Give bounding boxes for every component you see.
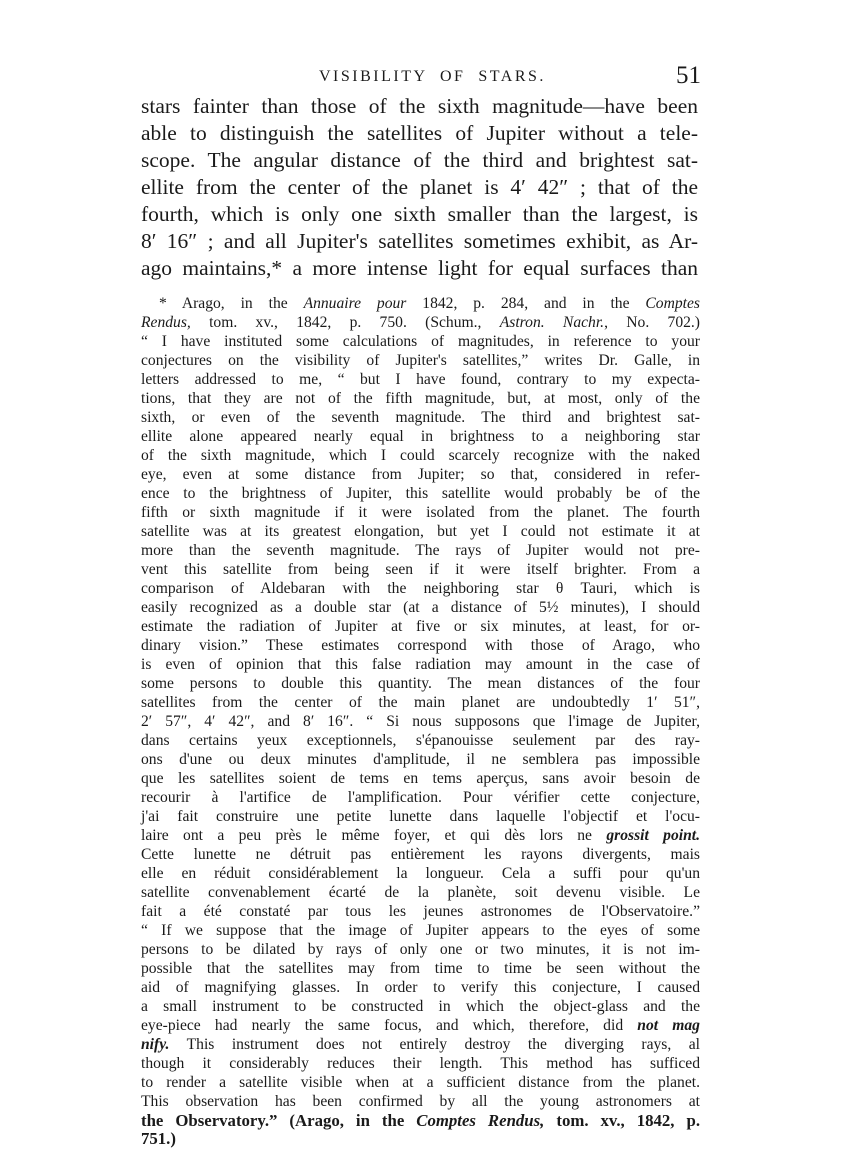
body-line: stars fainter than those of the sixth magnitude—have been	[141, 94, 698, 118]
footnote-line: satellites from the center of the main planet are undoubtedly 1′ 51″,	[141, 694, 700, 711]
footnote-line: 751.)	[141, 1129, 176, 1148]
footnote-line: vent this satellite from being seen if it were itself brighter. From a	[141, 561, 700, 578]
footnote-line: dinary vision.” These estimates correspond with those of Arago, who	[141, 637, 700, 654]
footnote-line: comparison of Aldebaran with the neighboring star θ Tauri, which is	[141, 580, 700, 597]
page-number: 51	[676, 62, 701, 89]
footnote-line: This observation has been confirmed by all the young astronomers at	[141, 1093, 700, 1110]
footnote-line: letters addressed to me, “ but I have found, contrary to my expecta-	[141, 371, 700, 388]
footnote-line: persons to be dilated by rays of only one or two minutes, it is not im-	[141, 941, 700, 958]
footnote-line: fait a été constaté par tous les jeunes astronomes de l'Observatoire.”	[141, 903, 700, 920]
body-line: able to distinguish the satellites of Jupiter without a tele-	[141, 121, 698, 145]
body-line: 8′ 16″ ; and all Jupiter's satellites sometimes exhibit, as Ar-	[141, 229, 698, 253]
footnote-line: ence to the brightness of Jupiter, this satellite would probably be of the	[141, 485, 700, 502]
footnote-line: que les satellites soient de tems en tems aperçus, sans avoir besoin de	[141, 770, 700, 787]
footnote-line: conjectures on the visibility of Jupiter's satellites,” writes Dr. Galle, in	[141, 352, 700, 369]
footnote-line: “ I have instituted some calculations of magnitudes, in reference to your	[141, 333, 700, 350]
footnote-line: though it considerably reduces their length. This method has sufficed	[141, 1055, 700, 1072]
footnote-line: satellite convenablement écarté de la planète, soit devenu visible. Le	[141, 884, 700, 901]
footnote-line: the Observatory.” (Arago, in the Comptes Rendus, tom. xv., 1842, p.	[141, 1111, 701, 1130]
footnote-line: Cette lunette ne détruit pas entièrement les rayons divergents, mais	[141, 846, 700, 863]
footnote-line: eye, even at some distance from Jupiter; so that, considered in refer-	[141, 466, 700, 483]
footnote-line: recourir à l'artifice de l'amplification. Pour vérifier cette conjecture,	[141, 789, 700, 806]
body-line: ago maintains,* a more intense light for equal surfaces than	[141, 256, 698, 280]
footnote-line: nify. This instrument does not entirely destroy the diverging rays, al	[141, 1036, 700, 1053]
body-line: fourth, which is only one sixth smaller than the largest, is	[141, 202, 698, 226]
footnote-line: of the sixth magnitude, which I could scarcely recognize with the naked	[141, 447, 700, 464]
footnote-line: dans certains yeux exceptionnels, s'épanouisse seulement par des ray-	[141, 732, 700, 749]
footnote-line: ellite alone appeared nearly equal in brightness to a neighboring star	[141, 428, 700, 445]
footnote-line: estimate the radiation of Jupiter at five or six minutes, at least, for or-	[141, 618, 700, 635]
footnote-line: elle en réduit considérablement la longueur. Cela a suffi pour qu'un	[141, 865, 700, 882]
footnote-line: satellite was at its greatest elongation, but yet I could not estimate it at	[141, 523, 700, 540]
footnote-line: possible that the satellites may from time to time be seen without the	[141, 960, 700, 977]
footnote-line: to render a satellite visible when at a sufficient distance from the planet.	[141, 1074, 700, 1091]
footnote-line: a small instrument to be constructed in which the object-glass and the	[141, 998, 700, 1015]
footnote-line: more than the seventh magnitude. The rays of Jupiter would not pre-	[141, 542, 700, 559]
running-head: VISIBILITY OF STARS.	[319, 68, 546, 85]
page-header	[141, 62, 701, 96]
footnote-line: j'ai fait construire une petite lunette dans laquelle l'objectif et l'ocu-	[141, 808, 700, 825]
footnote-line: 2′ 57″, 4′ 42″, and 8′ 16″. “ Si nous supposons que l'image de Jupiter,	[141, 713, 700, 730]
footnote-line: “ If we suppose that the image of Jupiter appears to the eyes of some	[141, 922, 700, 939]
footnote-line: * Arago, in the Annuaire pour 1842, p. 284, and in the Comptes	[159, 295, 700, 312]
footnote-line: eye-piece had nearly the same focus, and which, therefore, did not mag	[141, 1017, 700, 1034]
footnote-line: Rendus, tom. xv., 1842, p. 750. (Schum., Astron. Nachr., No. 702.)	[141, 314, 701, 331]
footnote-line: ons d'une ou deux minutes d'amplitude, il ne semblera pas impossible	[141, 751, 700, 768]
footnote-line: some persons to double this quantity. The mean distances of the four	[141, 675, 700, 692]
body-line: scope. The angular distance of the third and brightest sat-	[141, 148, 698, 172]
footnote-line: laire ont a peu près le même foyer, et qui dès lors ne grossit point.	[141, 827, 700, 844]
footnote-line: fifth or sixth magnitude if it were isolated from the planet. The fourth	[141, 504, 700, 521]
body-line: ellite from the center of the planet is 4′ 42″ ; that of the	[141, 175, 698, 199]
footnote-line: is even of opinion that this false radiation may amount in the case of	[141, 656, 700, 673]
footnote-line: aid of magnifying glasses. In order to verify this conjecture, I caused	[141, 979, 700, 996]
footnote-line: easily recognized as a double star (at a distance of 5½ minutes), I should	[141, 599, 700, 616]
footnote-line: tions, that they are not of the fifth magnitude, but, at most, only of the	[141, 390, 700, 407]
footnote-line: sixth, or even of the seventh magnitude. The third and brightest sat-	[141, 409, 700, 426]
